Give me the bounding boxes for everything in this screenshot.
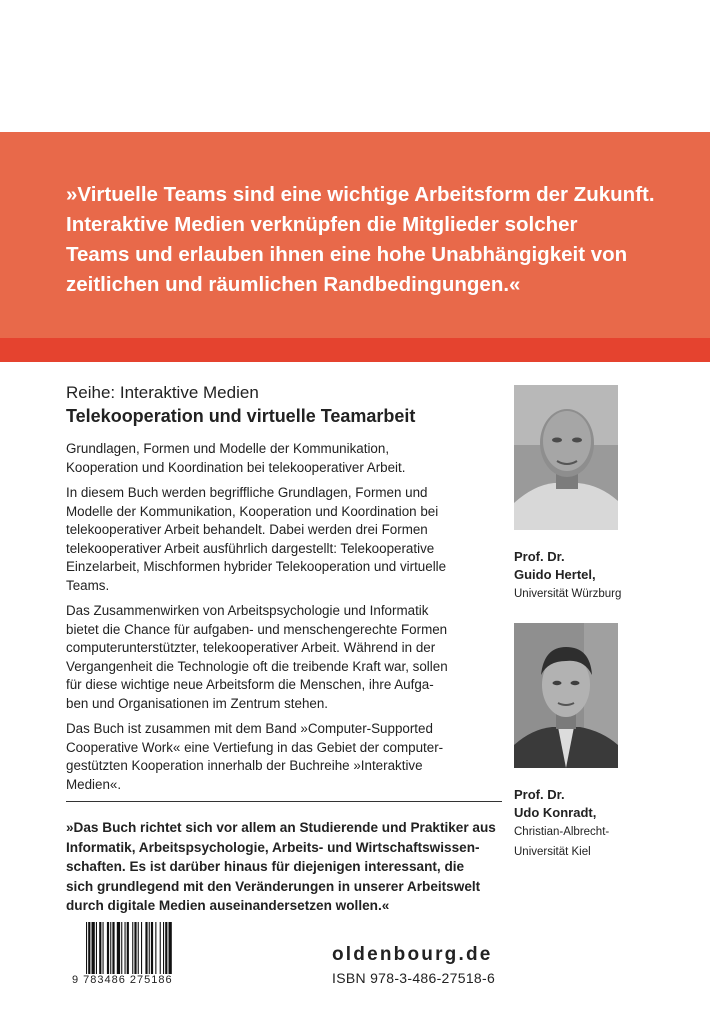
top-quote-line: Teams und erlauben ihnen eine hohe Unabhängigkeit von <box>66 243 628 266</box>
text-line: Einzelarbeit, Mischformen hybrider Telekooperation und virtuelle <box>66 559 447 574</box>
description-paragraph <box>66 484 496 595</box>
barcode-bar <box>151 922 153 974</box>
barcode-bar <box>165 922 167 974</box>
text-line: für diese wichtige neue Arbeitsform die Menschen, ihre Aufga- <box>66 677 434 692</box>
top-quote-line: zeitlichen und räumlichen Randbedingungen.« <box>66 273 521 296</box>
barcode-number: 9 783486 275186 <box>72 974 173 986</box>
top-quote <box>66 180 666 300</box>
barcode-bar <box>125 922 126 974</box>
text-line: Modelle der Kommunikation, Kooperation und Koordination bei <box>66 503 439 519</box>
text-line: Vergangenheit die Technologie oft die treibende Kraft war, sollen <box>66 658 448 674</box>
bottom-quote-line: Informatik, Arbeitspsychologie, Arbeits- und Wirtschaftswissen- <box>66 839 480 855</box>
barcode-bar <box>149 922 150 974</box>
barcode-bar <box>169 922 172 974</box>
series-label: Reihe: Interaktive Medien <box>66 383 259 402</box>
barcode-bar <box>117 922 120 974</box>
text-line: Grundlagen, Formen und Modelle der Kommunikation, <box>66 441 390 456</box>
book-title: Telekooperation und virtuelle Teamarbeit <box>66 406 416 426</box>
text-line: In diesem Buch werden begriffliche Grundlagen, Formen und <box>66 485 428 500</box>
author-photo-hertel <box>514 385 618 530</box>
text-line: Das Zusammenwirken von Arbeitspsychologie und Informatik <box>66 603 429 618</box>
author-name: Guido Hertel, <box>514 567 596 582</box>
text-line: Cooperative Work« eine Vertiefung in das Gebiet der computer- <box>66 739 444 755</box>
author-photo-konradt <box>514 623 618 768</box>
text-line: telekooperativer Arbeit behandelt. Dabei werden drei Formen <box>66 522 428 537</box>
bottom-quote-line: »Das Buch richtet sich vor allem an Studierende und Praktiker aus <box>66 820 496 835</box>
barcode <box>86 922 196 974</box>
divider <box>66 801 502 802</box>
author-title: Prof. Dr. <box>514 549 565 564</box>
text-line: Medien«. <box>66 776 122 792</box>
barcode-bar <box>132 922 133 974</box>
barcode-bar <box>127 922 129 974</box>
barcode-bar <box>163 922 164 974</box>
barcode-bar <box>107 922 109 974</box>
barcode-bar <box>110 922 111 974</box>
publisher-website: oldenbourg.de <box>332 944 493 965</box>
isbn: ISBN 978-3-486-27518-6 <box>332 970 496 986</box>
top-quote-line: »Virtuelle Teams sind eine wichtige Arbeitsform der Zukunft. <box>66 183 655 206</box>
barcode-bar <box>103 922 104 974</box>
affiliation-line: Universität Würzburg <box>514 588 622 600</box>
author-affiliation-konradt <box>514 822 609 862</box>
affiliation-line: Christian-Albrecht- <box>514 826 610 838</box>
author-name-konradt <box>514 786 596 822</box>
bottom-quote <box>66 818 506 916</box>
description-paragraph <box>66 440 496 477</box>
barcode-bar <box>99 922 101 974</box>
text-line: gestützten Kooperation innerhalb der Buchreihe »Interaktive <box>66 758 423 773</box>
barcode-bar <box>86 922 87 974</box>
bottom-quote-line: schaften. Es ist darüber hinaus für diejenigen interessant, die <box>66 859 465 874</box>
text-line: Kooperation und Koordination bei telekooperativer Arbeit. <box>66 459 406 475</box>
barcode-bar <box>141 922 142 974</box>
author-name-hertel <box>514 548 596 584</box>
barcode-bar <box>92 922 95 974</box>
description-paragraph <box>66 720 496 794</box>
barcode-bar <box>160 922 161 974</box>
barcode-bar <box>112 922 114 974</box>
author-name: Udo Konradt, <box>514 805 597 820</box>
banner-strip <box>0 338 710 362</box>
bottom-quote-line: sich grundlegend mit den Veränderungen in unserer Arbeitswelt <box>66 878 481 894</box>
barcode-bar <box>121 922 122 974</box>
barcode-bar <box>145 922 147 974</box>
barcode-bar <box>138 922 139 974</box>
barcode-bar <box>88 922 90 974</box>
top-quote-line: Interaktive Medien verknüpfen die Mitglieder solcher <box>66 213 578 236</box>
barcode-bar <box>155 922 156 974</box>
text-line: computerunterstützter, telekooperativer Arbeit. Während in der <box>66 640 436 655</box>
description-paragraph <box>66 602 496 713</box>
text-line: ben und Organisationen im Zentrum stehen. <box>66 695 329 711</box>
author-affiliation-hertel <box>514 584 621 604</box>
barcode-bar <box>134 922 136 974</box>
text-line: telekooperativer Arbeit ausführlich dargestellt: Telekooperative <box>66 540 435 556</box>
affiliation-line: Universität Kiel <box>514 846 591 858</box>
bottom-quote-line: durch digitale Medien auseinandersetzen wollen.« <box>66 898 390 913</box>
text-line: Das Buch ist zusammen mit dem Band »Computer-Supported <box>66 721 433 736</box>
text-line: bietet die Chance für aufgaben- und menschengerechte Formen <box>66 621 448 637</box>
text-line: Teams. <box>66 577 110 593</box>
description <box>66 440 496 801</box>
barcode-bar <box>96 922 97 974</box>
author-title: Prof. Dr. <box>514 787 565 802</box>
